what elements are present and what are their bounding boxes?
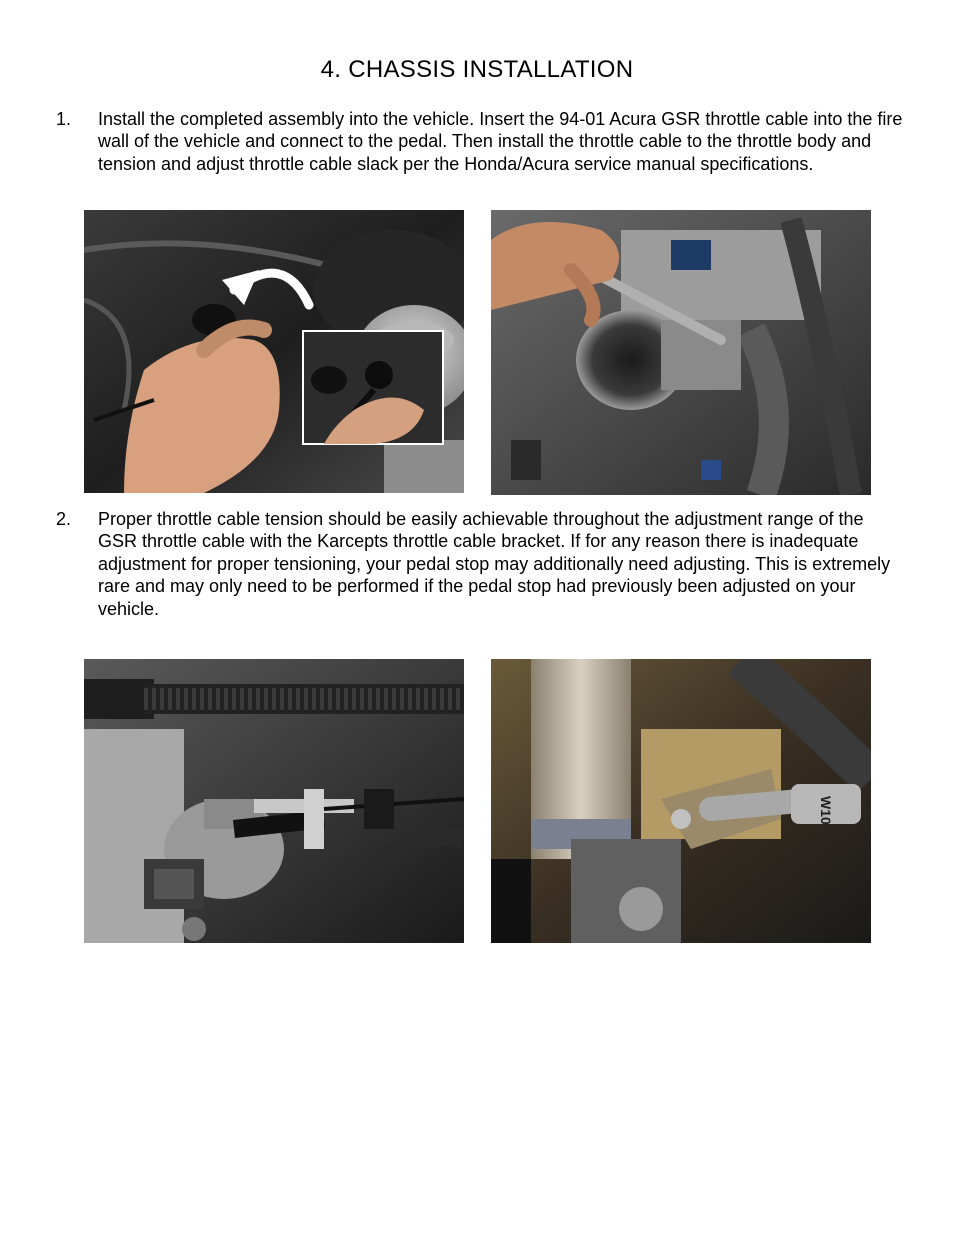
step-number: 2. <box>56 509 72 529</box>
cable-bracket-illustration <box>84 659 464 943</box>
photo-throttle-cable-bracket <box>84 659 464 943</box>
step-1 <box>56 108 906 175</box>
step-text: Install the completed assembly into the vehicle. Insert the 94-01 Acura GSR throttle cable into the fire wall of the vehicle and connect to the pedal. Then install the throttle cable to the throttle body and tension and adjust throttle cable slack per the Honda/Acura service manual specifications. <box>98 109 903 174</box>
throttle-body-illustration <box>491 210 871 495</box>
firewall-cable-illustration <box>84 210 464 493</box>
step-number: 1. <box>56 109 72 129</box>
step-2 <box>56 508 906 620</box>
photo-firewall-cable <box>84 210 464 493</box>
wrench-marking: W10 <box>818 796 834 825</box>
photo-throttle-body-wrench <box>491 210 871 495</box>
page-title: 4. CHASSIS INSTALLATION <box>320 56 634 83</box>
step-text: Proper throttle cable tension should be easily achievable throughout the adjustment range of the GSR throttle cable with the Karcepts throttle cable bracket. If for any reason there is inadequate adjustment for proper tensioning, your pedal stop may additionally need adjusting. This is extremely rare and may only need to be performed if the pedal stop had previously been adjusted on your vehicle. <box>98 509 891 619</box>
pedal-stop-illustration <box>491 659 871 943</box>
photo-pedal-stop <box>491 659 871 943</box>
